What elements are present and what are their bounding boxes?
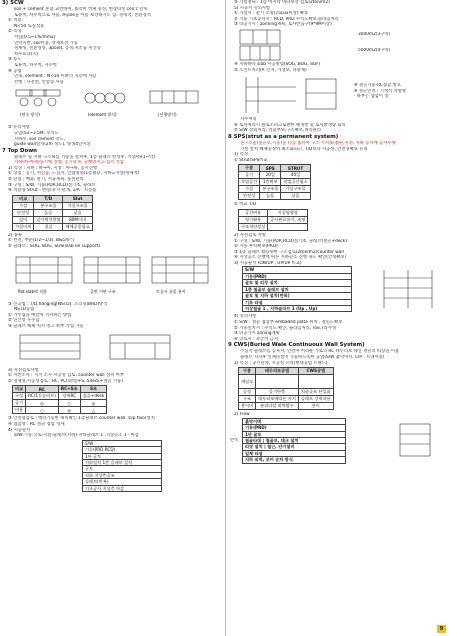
cws-title: 9 CWS(Buried Wale Continuous Wall System) [228,342,365,349]
table-cell: ◎ [80,400,107,407]
table-header-cell: S조 [80,386,107,393]
table-header-row [13,195,93,202]
text-line: 슬래브 및 지하 구조체를 기둥을 설치후, 1층 슬래브 완성후, 지상/하(1~약) [14,154,155,160]
text-line: ⑥ 토사처리시 클로조퍼크로판한 해개별 및 토사발생량 회의 [234,122,346,128]
topdown-lines-2 [2,233,224,250]
wall-label-preceding: (선행방식) [158,112,177,118]
sps-section-diagram [378,266,438,312]
text-line: S/W-기등·굴토·지질·슬래브(지하)·지하슬래브 1 ,지상골조 1 · 마감 [14,433,139,439]
sps-lines [228,141,450,163]
wall-continuous [16,90,60,106]
table-cell: 철골+deck [80,393,107,400]
cws-section-diagram [396,420,436,460]
page-number: 9 [437,625,446,633]
scw-lines-2 [2,125,224,147]
text-line: ② 기둥 기초공사시 : RCD, PRD 수직도확보,슬라임처리 [234,16,339,22]
td-fig-label-2: 골반 기판 구조 [90,288,116,294]
text-line: guide wall설치(2m 정도), 양생4일이상 [14,142,91,148]
table-cell: 용이 [298,403,333,410]
table-cell: 안전성 [239,193,260,200]
wall-label-element: (element 방식) [88,112,117,118]
text-line: 3) 시공순서 (ON/UP , UP/UP 비교) [234,260,302,266]
table-cell: 테두리보에따른 지지 [256,396,299,403]
text-line: 지하수, soil cement 강도, [14,136,66,142]
text-line: ① 적용 [8,18,22,24]
scw-title: 3) SCW [2,0,24,6]
text-line: 1) 특징 : 공기단축, 시공성 유리(현대공법 트렌드) [234,360,328,366]
table-cell: 일이채석방법 [34,216,63,223]
table-cell: △ [80,407,107,414]
td-fig-label-3: 토공사 쉬움 용이 [156,288,186,294]
text-line: ④ 굴토시 : 과굴착 금지 [234,336,278,342]
table-header-cell: Slut [63,195,92,202]
text-line: 2) 사전검토 사항 [234,232,267,238]
right-top-lines [228,0,450,28]
table-cell [256,375,299,389]
topdown-title: 7 Top Down [2,147,38,154]
right-top-lines-2 [228,62,450,73]
flow-step: 지상철골 1 , 지하슬라브 1 (Up , Up) [245,305,318,311]
table-cell: 40일 [281,172,310,179]
table-cell: 가설 [13,202,34,209]
text-line: ④ 접합성 : RC 철골 접합 성세 [8,421,65,427]
table-row [239,216,308,223]
flow-step: S/W [243,267,351,273]
table-cell: 가설구조물 [281,186,310,193]
text-line: 본구조물(철골보,기둥)을 터를 흙막이 구조 지지보(흙판,지성, 지하 동시에 공사수행 [240,140,396,146]
column-divider [225,0,226,636]
text-line: 연속, element : N<50 이하의 지층에 사용 [14,74,97,80]
table-cell [298,375,333,389]
table-row [239,389,334,396]
table-cell: 가설비계 [13,223,34,230]
table-row [13,393,107,400]
table-cell: 1층확보 [260,179,281,186]
text-line: ⑤ 조인트처리(P. 안지, 가상보, 나중제) [234,67,307,73]
table-cell: 경감 [34,223,63,230]
table-cell: ○ [26,407,59,414]
text-line: 4) 유의사항 [234,314,257,320]
sps-lines-4 [228,314,450,342]
text-line: ③ 안전성검토 : 백타가능한 내력확인 1층슬래브 counter wall, slip floor설치 [8,416,155,422]
table-header-cell: SPS [260,165,281,172]
text-line: 차수효과(大) [14,51,39,57]
text-line: 토류벽, 차수벽으로 사용, H-pile을 이용 보강하기도 함. 경제적, 친환경적 [14,12,151,18]
table-cell: 구조적안정성 [239,223,268,230]
flow-step: 철골타대 | 철골보, 데크 설치 [243,438,345,444]
topdown-lines-3 [2,302,224,330]
sps-td-table [238,209,308,231]
zoning-dim-1: 3000m2(3구역) [358,31,391,37]
note-line-3: · 하부는 캡합이 상 [354,94,389,100]
table-cell: 가설 [239,186,260,193]
table-header-cell: RC+S조 [58,386,80,393]
table-header-cell: 구분 [239,368,256,375]
table-row [239,375,334,389]
flow-step: 기둥(PRD,RCD) [83,447,161,453]
table-row [239,172,311,179]
text-line: 지수처리 [240,117,257,123]
flow-step: 굴토 및 띠장 설치 [243,280,351,286]
table-row [239,396,334,403]
text-line: ④ 적용성 Strut - 변형(유지 관계, 1/A · 지질틀 [8,188,97,194]
wall-preceding [150,91,198,103]
note-line-2: ※ 철근연결 : 기계식 사항방 [354,88,407,94]
text-line: ③ 용도 [8,57,22,63]
cws-lines-2 [228,361,450,367]
text-line: 슬래브 지지후 일체타설이 가능하도록한 공법(S/W 흙막이시, CIP : 트래이용) [240,355,385,361]
table-row [13,209,93,216]
text-line: ③ 구성 : S/W, 기둥(PDR,RCD)설기초, 슬래브 [8,182,96,188]
scw-lines [2,7,224,85]
table-cell: 해체공종필요 [63,223,92,230]
table-row [13,202,93,209]
left-column [2,0,224,636]
text-line: ② 경제성,시공성검토 : RC, PC(외벽)+S, 5deck+철골 기둥) [8,378,123,384]
table-cell: 시공영향장 [268,209,308,216]
table-cell: 구조 [239,396,256,403]
cws-flow-repeat-label: 반복 [230,437,239,443]
sps-lines-2 [228,202,450,208]
text-line: NSTD공법 [14,307,35,313]
table-cell: 본구조물 [260,186,281,193]
sps-flow [242,266,352,312]
table-row [239,223,308,230]
table-cell: 강복RC [58,393,80,400]
table-cell: 낮음 [281,193,310,200]
table-cell: 안전성 [13,209,34,216]
flow-step: 기둥(PRD) [243,425,345,431]
text-line: ③ 타공가시 : zonning계획, 토사반출구(9*9M이상) [234,22,332,28]
cws-lines [228,349,450,360]
table-cell: 용이비 [239,403,256,410]
structure-compare-table [12,385,107,414]
right-top-lines-3 [228,117,450,134]
text-line: ⑤ 유의사항 [8,125,30,131]
td-fig-label-1: flat slab에 적합 [18,288,47,294]
sps-flow-figure [228,266,450,314]
table-header-cell: 비교 [13,386,26,393]
flow-step: 굴토 [83,466,161,472]
text-line: ④ 지상공조 진행에 따른 지하골조 진행 속도 확인(안정확보) [234,255,347,261]
text-line: ① 가설시 : 환기 조명(75Lux이상) 확보 [234,11,309,17]
nstd-diagram [10,331,210,363]
table-header-row [239,368,334,375]
flow-step: 슬래브(반복) [83,479,161,485]
table-header-cell: T/D [34,195,63,202]
text-line: ① S/W : 철골 접합부 embaded plate 위치 , 정밀도확보 [234,320,343,326]
table-row [13,407,107,414]
text-line: ① 지반조사 : 지지 조사 시공성 검토, counter wall 설치 여부 [8,373,124,379]
text-line: 저렴(0.5~1%/mm2) [14,34,56,40]
table-row [239,193,311,200]
table-cell: 공기 [239,172,260,179]
table-cell: 20일 [260,172,281,179]
table-cell: 높음 [34,209,63,216]
text-line: ② 단점 : 배화, 환기, 시공계획, 품질관리 [8,177,84,183]
flow-step: 1단 굴토 [243,432,345,438]
text-line: soil + cement 혼합 교반하여, 흙막이 벽체 형성, 현장타설 con'c 말뚝 [14,7,148,12]
joint-diagram [236,73,346,117]
scw-wall-diagram [10,86,210,120]
text-line: ③ 신공법 : T/D,hanging(NSTD), 조리형(BRD)방식 [8,301,108,307]
text-line: N<50 토질적용 [14,23,45,29]
flow-step: S/W [83,441,161,447]
cws-flow [242,418,346,464]
table-header-cell: STRUT [281,165,310,172]
text-line: 2) Flow [234,412,250,418]
text-line: ③ 1층 슬래브 활용위한 구조검토(2ton/m2)counter wall [234,249,344,255]
table-cell: 슬래브 강력작용 [298,396,333,403]
text-line: 1) 특징 : 지하 : 하→아, 지상 : 아→하, 동시진행 [8,165,98,171]
table-cell: 작업공간협소 [281,179,310,186]
table-cell: 공간여유 [239,209,268,216]
topdown-flow [82,440,162,492]
text-line: ① Strut/SPS비교 [234,157,268,163]
table-cell: RC(1동슬라브) [26,393,59,400]
table-row [239,403,334,410]
flow-step: 굴토 및 지하 설치(반복) [243,293,351,299]
sps-lines-3 [228,233,450,267]
flow-step: 흙막이벽 [243,419,345,425]
joint-notes [354,83,406,100]
zoning-diagram [238,28,348,62]
text-line: ⑦ S/W 강외처리, 역품부위,구조확보,계측관리 [234,128,321,134]
text-line: ② 특징 [8,29,22,35]
text-line: 규임(S1~3.5M, 수직도 [14,130,59,136]
right-column [228,0,450,636]
table-row [239,186,311,193]
table-cell: 공기단축 [256,389,299,396]
table-header-cell: RC [26,386,59,393]
text-line: ① 거푸집을 매달아 지지하는 방법 [8,312,72,318]
table-cell: 작업공간 [239,179,260,186]
flow-step: 띠장 설치 | 철근, 단기설비 [243,444,345,450]
zoning-figure [228,28,450,62]
topdown-lines-5 [2,416,224,438]
table-cell [268,223,308,230]
table-cell: 공정 [239,389,256,396]
table-cell: 분리타설 외벽방수 [256,403,299,410]
sps-title: 8 SPS(strut as a permanent system) [228,133,339,140]
text-line: ③ 슬래브 해체 처지 앙고 하부 작업 가능 [8,324,84,329]
topdown-lines-4 [2,368,224,385]
table-cell: 높음 [260,193,281,200]
table-cell: 비용 [13,407,26,414]
text-line: ④ 지하바닥 slab 시공방법(SOG, BOG, SOF) [234,61,321,67]
text-line: 주심지 슬래브를 공사시, 연결이 어려운 가로의 RC 테두리보 대신 철골의 띠장을 이용 [240,349,400,355]
text-line: 가설 설치 해체공정이 최소화되고, T/D보다 시공성, 안전성확보 유리 [240,146,368,152]
text-line: ② 기둥 후력확보(PRD) [234,244,278,250]
text-line: 선행 : 사전천, 연암층 사용 [14,79,64,85]
wall-element [85,93,125,103]
text-line: ① 장점 : 공기, 저진동, 도심지, 인접영향(1층활용, 지하=지상(경제적) [8,171,140,177]
flow-step: 기초 타설 [243,300,351,306]
flow-step: 직하 지상층골조 [83,473,161,479]
flow-step: 1단 굴토 [83,454,161,460]
text-line: 경제성, 친환경성, 3point, 공정,저소음 저진동 [14,46,101,52]
table-cell: 지하골조 단일화 [298,389,333,396]
text-line: ④ 공법 [8,68,22,74]
flow-step: 일체 타설 [243,451,345,457]
table-row [239,209,308,216]
sps-strut-table [238,164,311,200]
table-row [13,223,93,230]
text-line: ⑤ 가설정류 : 1층 마지막 바닥보강 검토(2ton/m2) [234,0,330,5]
flow-step: 지하 외벽, 코어 순차 방식 [245,457,293,463]
table-header-row [13,386,107,393]
text-line: 3) 사전검토사항 [8,367,39,373]
table-row [239,179,311,186]
note-line-1: ※ 철골기둥-RC접합 방호 [354,83,401,89]
table-header-cell: 구분 [239,165,260,172]
table-cell: 설비 [13,216,34,223]
text-line: 4) 시공순서 [8,427,31,433]
table-cell: ◎ [26,400,59,407]
wall-label-continuous: (연속 방식) [20,112,40,118]
text-line: 2) 종류 [8,232,23,238]
text-line: ② 기둥설치시 : 수직도 확인, 슬라임처리, Toe그라우팅 [234,325,337,331]
table-header-cell: CWS공법 [298,368,333,375]
zoning-dim-2: 5000m2(4구역) [358,47,391,53]
table-cell: 낮음 [63,209,92,216]
text-line: ③ 타공가시 zoning계획 [234,331,280,337]
table-cell: ◎ [58,407,80,414]
table-header-cell: 테두리보공법 [256,368,299,375]
table-header-row [239,165,311,172]
table-row [13,216,93,223]
topdown-slab-diagram [10,251,215,297]
table-cell: 가설구조물 [63,202,92,209]
text-line: ② 비교 T/D [234,202,257,208]
text-line: ② 슬래브 : SOG, BOG, SOS(slab on support) [8,244,100,250]
flow-step: 지하설치 1층 슬래브 설치 [83,460,161,466]
text-line: ② 연산성 우수함 [8,318,40,324]
text-line: 연약지반, soil이용, 강재보강 가능 [14,40,78,46]
table-row [13,400,107,407]
topdown-lines [2,155,224,194]
flow-step: 기초공사 지상층 마감 [85,485,125,491]
topdown-strut-table [12,195,93,231]
text-line: 지하(하-아래)동시에 진행, 공기단축, 공해방지,도심지 적합 [14,160,124,166]
table-cell: 개념도 [239,375,256,389]
text-line: 1) 특징 [234,152,249,158]
cws-flow-figure [228,418,450,463]
flow-step: 1층 철골보 슬래브 설치 [243,287,351,293]
table-cell: 공사완료용기, 조명 [268,216,308,223]
table-header-cell: 비교 [13,195,34,202]
table-cell: 공기 [13,400,26,407]
table-cell: 본구조물 [34,202,63,209]
text-line: 5) 시공시 유의사항 [234,5,271,11]
table-cell: ○ [58,400,80,407]
table-cell: 구성 [13,393,26,400]
table-cell: 80M이내 [63,216,92,223]
text-line: ① 완전, 부분(1/2~1/3), B&G방식 [8,238,74,244]
text-line: ① 구성 : S/W, 기둥(PDR,RCD)설기초, 슬래브(철골+deck) [234,238,347,244]
flow-step: 기둥(PRD) [243,274,351,280]
text-line: 토류벽, 차수벽, 지수벽 [14,62,57,68]
table-cell: 영가활용 [239,216,268,223]
joint-figure [228,73,450,117]
cws-compare-table [238,367,334,410]
